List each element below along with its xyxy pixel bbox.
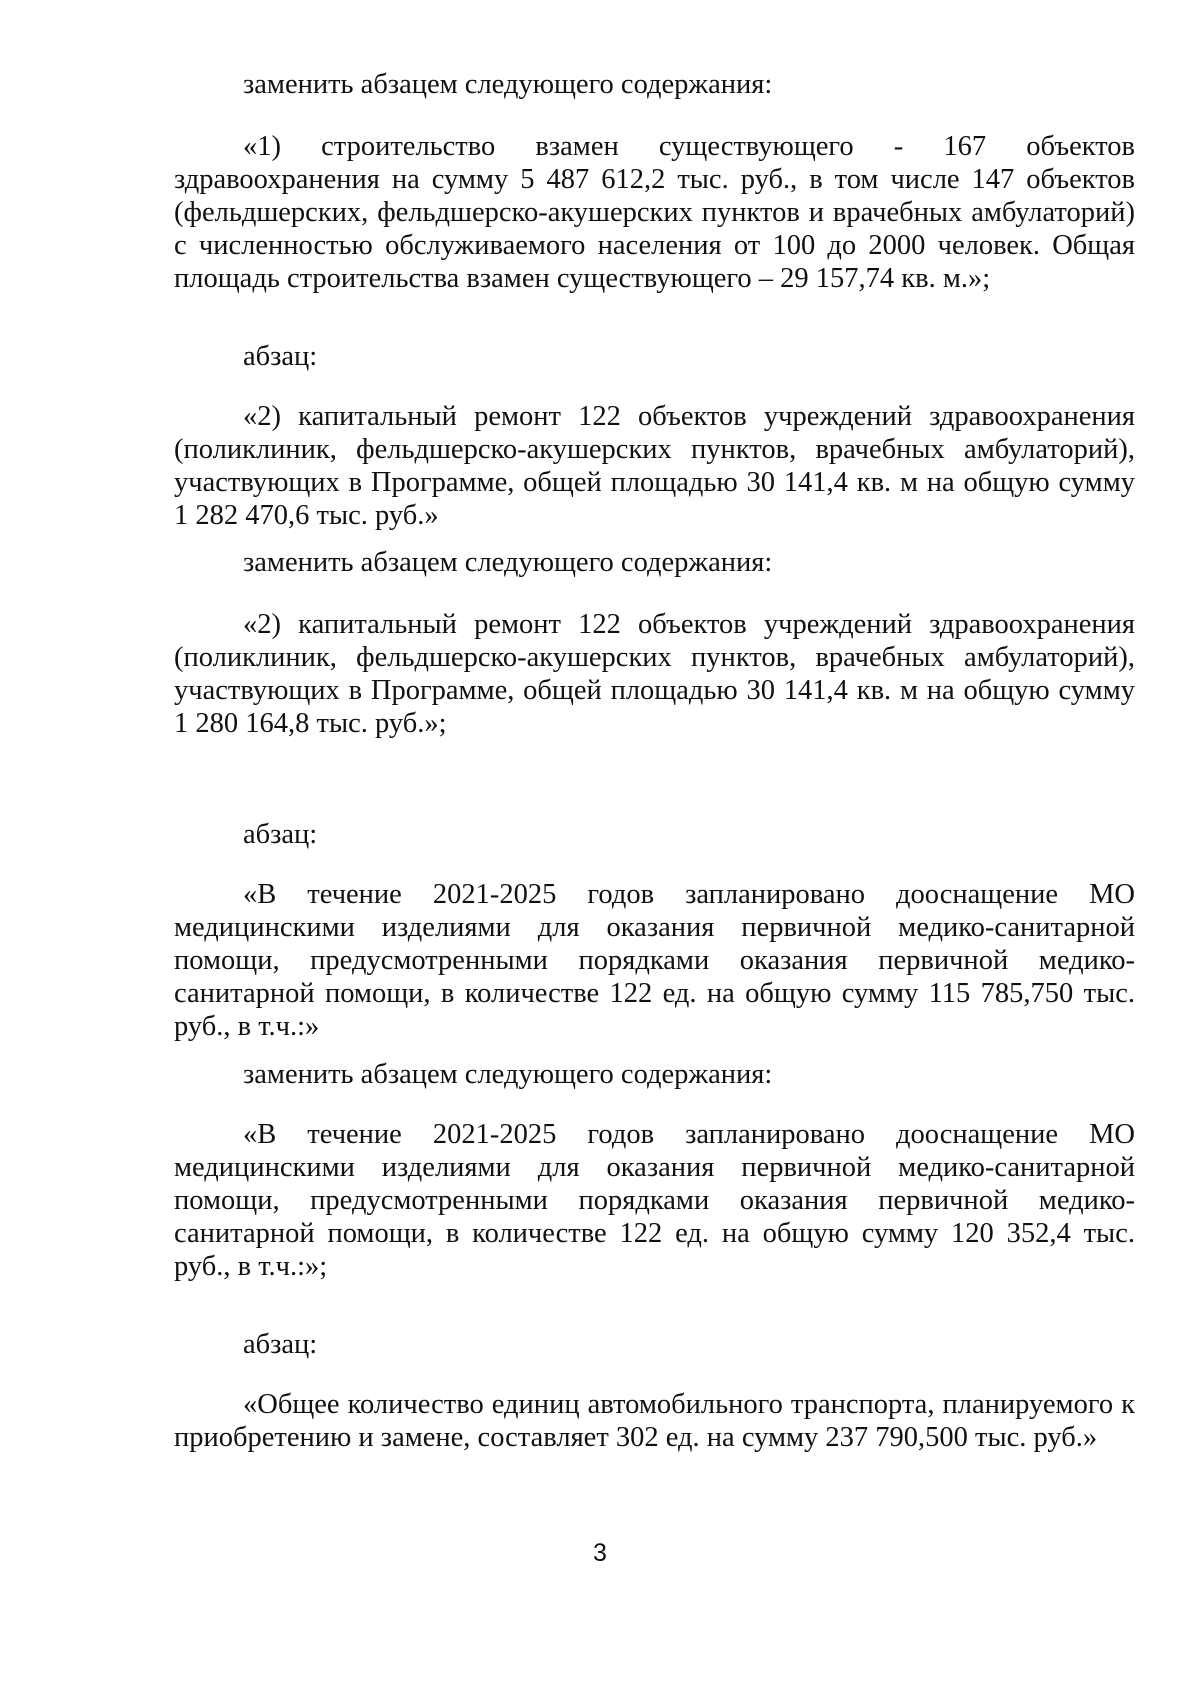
paragraph-equipment-replacement: «В течение 2021-2025 годов запланировано дооснащение МО медицинскими изделиями для оказания первичной медико-санитарной помощи, предусмотренными порядками оказания первичной медико-санитарной помощи, в количестве 122 ед. на общую сумму 120 352,4 тыс. руб., в т.ч.:»; (174, 1119, 1135, 1282)
replace-instruction: заменить абзацем следующего содержания: (243, 1059, 773, 1090)
page-number: 3 (593, 1539, 607, 1567)
paragraph-construction-replacement: «1) строительство взамен существующего - 167 объектов здравоохранения на сумму 5 487 612,2 тыс. руб., в том числе 147 объектов (фельдшерских, фельдшерско-акушерских пунктов и врачебных амбулаторий) с численностью обслуживаемого населения от 100 до 2000 человек. Общая площадь строительства взамен существующего – 29 157,74 кв. м.»; (174, 131, 1135, 294)
paragraph-repair-original: «2) капитальный ремонт 122 объектов учреждений здравоохранения (поликлиник, фельдшерско-акушерских пунктов, врачебных амбулаторий), участвующих в Программе, общей площадью 30 141,4 кв. м на общую сумму 1 282 470,6 тыс. руб.» (174, 401, 1135, 531)
paragraph-label: абзац: (243, 819, 318, 850)
paragraph-label: абзац: (243, 341, 318, 372)
replace-instruction: заменить абзацем следующего содержания: (243, 547, 773, 578)
paragraph-label: абзац: (243, 1329, 318, 1360)
paragraph-equipment-original: «В течение 2021-2025 годов запланировано дооснащение МО медицинскими изделиями для оказания первичной медико-санитарной помощи, предусмотренными порядками оказания первичной медико-санитарной помощи, в количестве 122 ед. на общую сумму 115 785,750 тыс. руб., в т.ч.:» (174, 879, 1135, 1042)
paragraph-transport-original: «Общее количество единиц автомобильного транспорта, планируемого к приобретению и замене, составляет 302 ед. на сумму 237 790,500 тыс. руб.» (174, 1389, 1135, 1453)
replace-instruction: заменить абзацем следующего содержания: (243, 69, 773, 100)
paragraph-repair-replacement: «2) капитальный ремонт 122 объектов учреждений здравоохранения (поликлиник, фельдшерско-акушерских пунктов, врачебных амбулаторий), участвующих в Программе, общей площадью 30 141,4 кв. м на общую сумму 1 280 164,8 тыс. руб.»; (174, 609, 1135, 739)
